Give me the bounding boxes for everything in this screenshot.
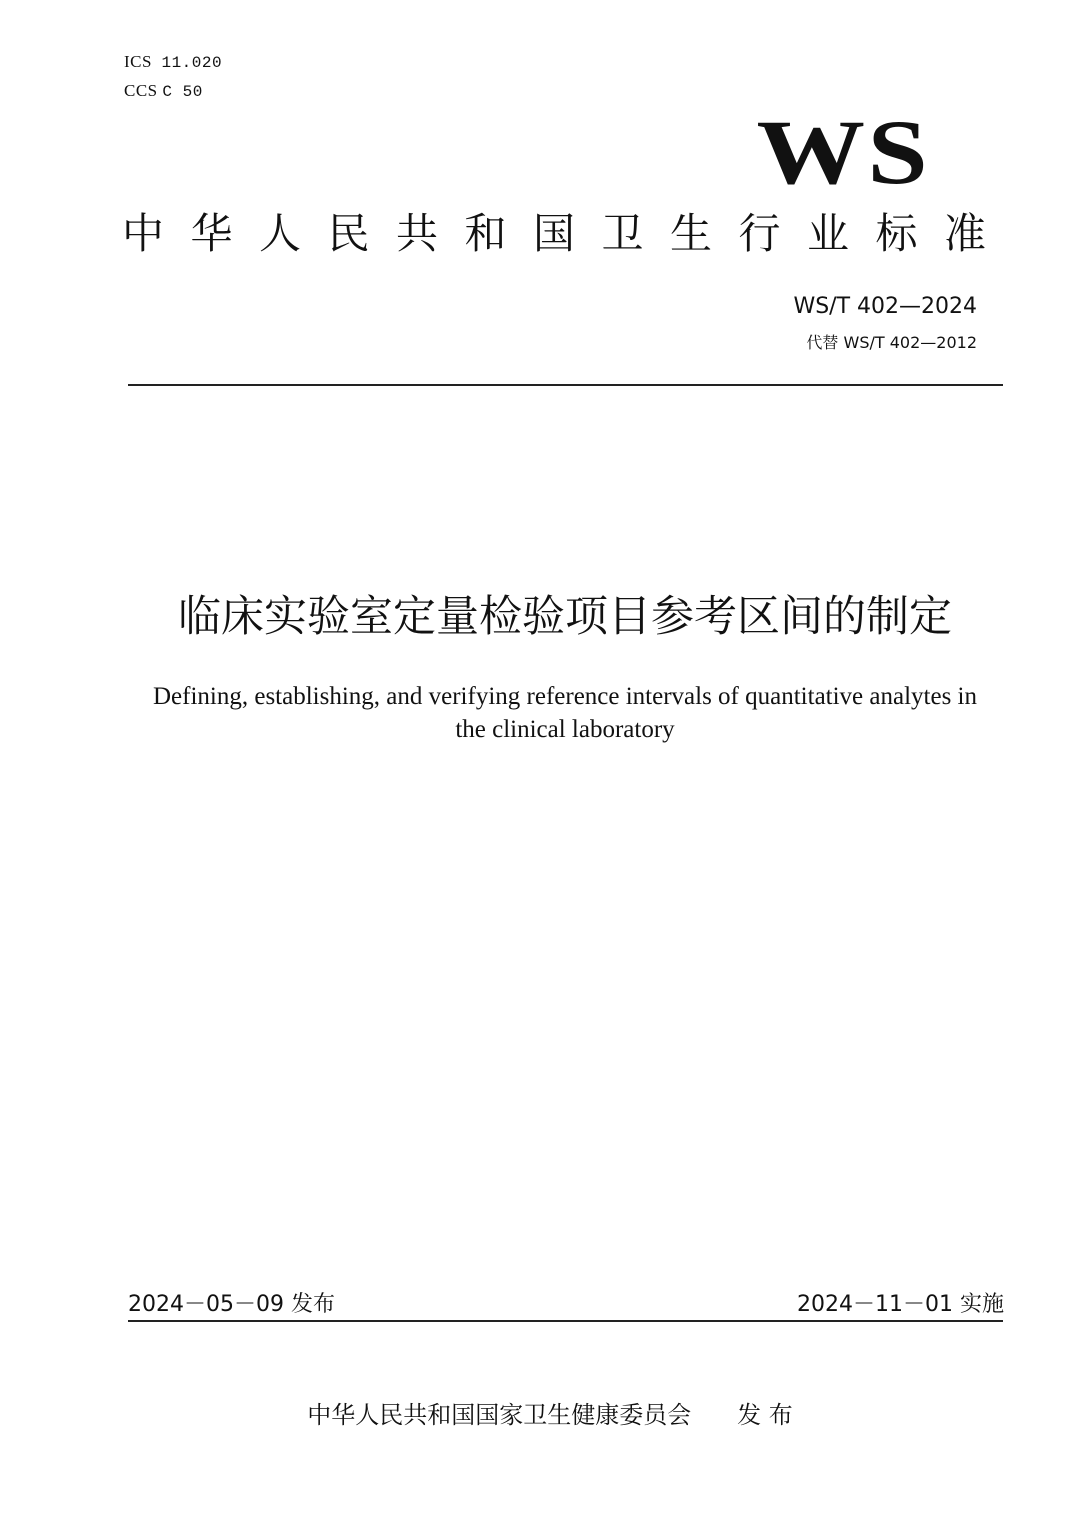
document-title-en: Defining, establishing, and verifying reference intervals of quantitative analytes in the clinical laboratory xyxy=(152,683,978,743)
replaces-standard: 代替 WS/T 402—2012 xyxy=(806,333,977,352)
standard-number: WS/T 402—2024 xyxy=(793,294,977,319)
issuer-name: 中华人民共和国国家卫生健康委员会 xyxy=(307,1401,692,1429)
ics-code-line xyxy=(124,52,222,72)
ws-logo: WS xyxy=(756,101,930,203)
issue-date: 2024－05－09 发布 xyxy=(128,1292,335,1317)
standard-category: 中华人民共和国卫生行业标准 xyxy=(122,209,992,258)
document-title-cn: 临床实验室定量检验项目参考区间的制定 xyxy=(178,592,952,642)
footer-divider xyxy=(128,1320,1003,1322)
implement-date: 2024－11－01 实施 xyxy=(797,1292,1004,1317)
ccs-label: CCS xyxy=(124,81,158,100)
ccs-code: C 50 xyxy=(162,83,203,101)
ics-label: ICS xyxy=(124,52,152,71)
issuer-line xyxy=(0,1395,1080,1430)
issuer-action: 发 布 xyxy=(737,1401,793,1429)
ics-code: 11.020 xyxy=(161,54,223,72)
ccs-code-line xyxy=(124,81,203,101)
header-divider xyxy=(128,384,1003,386)
